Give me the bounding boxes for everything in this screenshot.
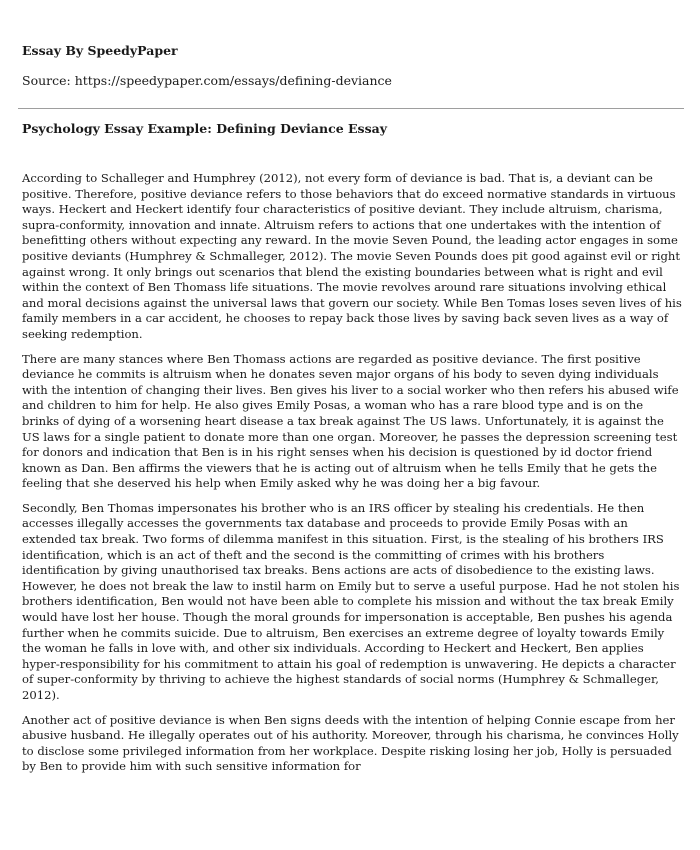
essay-paragraph-4: Another act of positive deviance is when Ben signs deeds with the intention of helping Connie escape from her abusive husband. He illegally operates out of his authority. Moreover, through his charisma, he convinces Holly to disclose some privileged information from her workplace. Despite risking losing her job, Holly is persuaded by Ben to provide him with such sensitive information for (22, 712, 679, 774)
essay-paragraph-1: According to Schalleger and Humphrey (2012), not every form of deviance is bad. That is, a deviant can be positive. Therefore, positive deviance refers to those behaviors that do exceed normative standards in virtuous ways. Heckert and Heckert identify four characteristics of positive deviant. They include altruism, charisma, supra-conformity, innovation and innate. Altruism refers to actions that one undertakes with the intention of benefitting others without expecting any reward. In the movie Seven Pound, the leading actor engages in some positive deviants (Humphrey & Schmalleger, 2012). The movie Seven Pounds does pit good against evil or right against wrong. It only brings out scenarios that blend the existing boundaries between what is right and evil within the context of Ben Thomass life situations. The movie revolves around rare situations involving ethical and moral decisions against the universal laws that govern our society. While Ben Tomas loses seven lives of his family members in a car accident, he chooses to repay back those lives by saving back seven lives as a way of seeking redemption. (22, 171, 682, 341)
divider (18, 108, 684, 109)
essay-paragraph-2: There are many stances where Ben Thomass actions are regarded as positive deviance. The first positive deviance he commits is altruism when he donates seven major organs of his body to seven dying individuals with the intention of changing their lives. Ben gives his liver to a social worker who then refers his abused wife and children to him for help. He also gives Emily Posas, a woman who has a rare blood type and is on the brinks of dying of a worsening heart disease a tax break against The US laws. Unfortunately, it is against the US laws for a single patient to donate more than one organ. Moreover, he passes the depression screening test for donors and indication that Ben is in his right senses when his decision is questioned by id doctor friend known as Dan. Ben affirms the viewers that he is acting out of altruism when he tells Emily that he gets the feeling that she deserved his help when Emily asked why he was doing her a big favour. (22, 351, 679, 491)
essay-source-heading: Essay By SpeedyPaper (22, 43, 178, 58)
essay-paragraph-3: Secondly, Ben Thomas impersonates his brother who is an IRS officer by stealing his credentials. He then accesses illegally accesses the governments tax database and proceeds to provide Emily Posas with an extended tax break. Two forms of dilemma manifest in this situation. First, is the stealing of his brothers IRS identification, which is an act of theft and the second is the committing of crimes with his brothers identification by giving unauthorised tax breaks. Bens actions are acts of disobedience to the existing laws. However, he does not break the law to instil harm on Emily but to serve a useful purpose. Had he not stolen his brothers identification, Ben would not have been able to complete his mission and without the tax break Emily would have lost her house. Though the moral grounds for impersonation is acceptable, Ben pushes his agenda further when he commits suicide. Due to altruism, Ben exercises an extreme degree of loyalty towards Emily the woman he falls in love with, and other six individuals. According to Heckert and Heckert, Ben applies hyper-responsibility for his commitment to attain his goal of redemption is unwavering. He depicts a character of super-conformity by thriving to achieve the highest standards of social norms (Humphrey & Schmalleger, 2012). (22, 500, 680, 702)
essay-title: Psychology Essay Example: Defining Deviance Essay (22, 121, 387, 136)
source-url: Source: https://speedypaper.com/essays/defining-deviance (22, 73, 392, 88)
essay-body (22, 171, 682, 775)
